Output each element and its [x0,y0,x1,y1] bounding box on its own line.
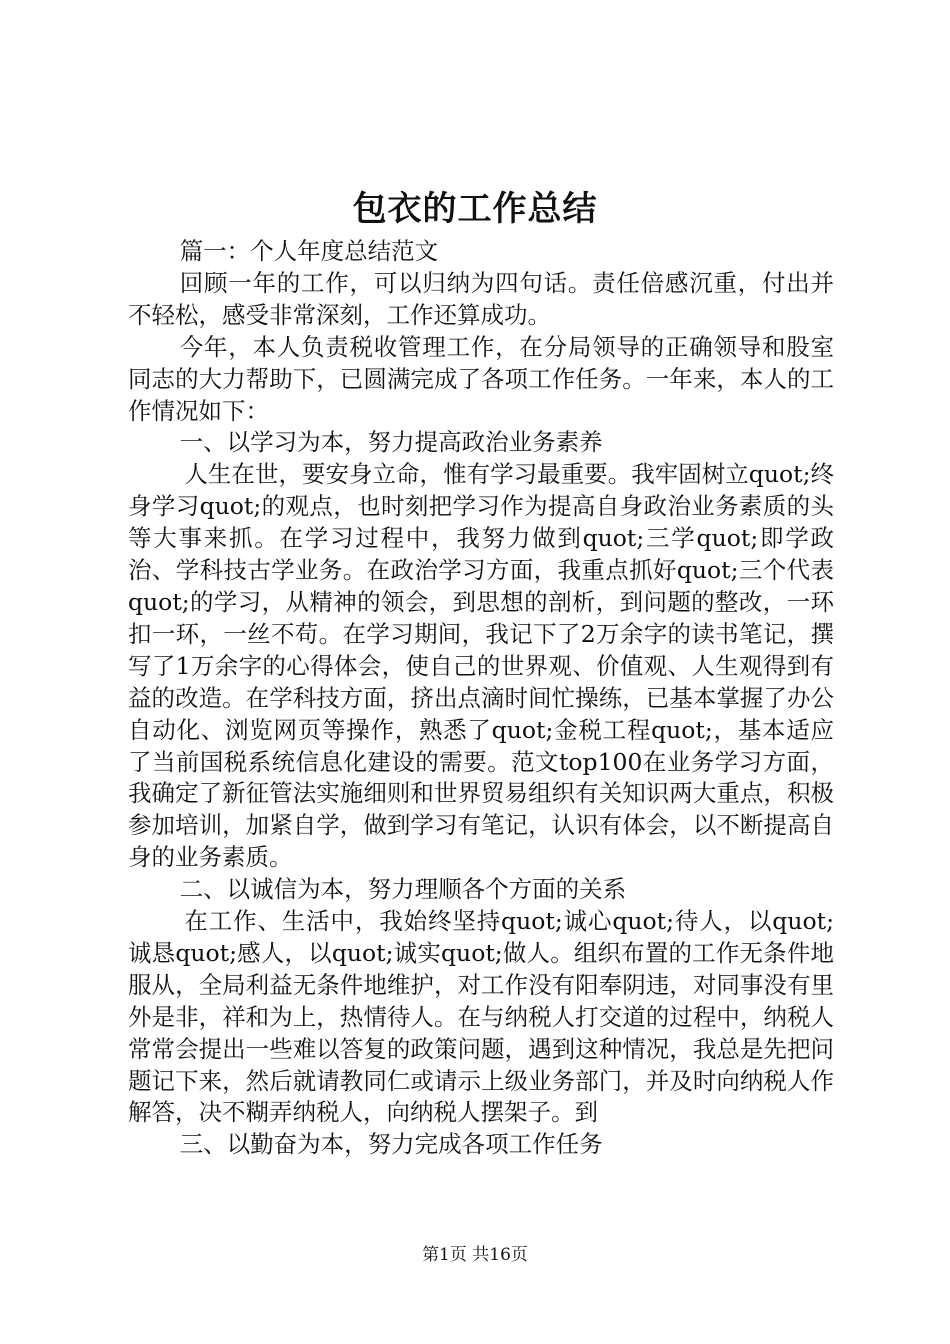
document-body [128,236,834,1161]
document-title: 包衣的工作总结 [352,189,598,229]
section-heading-part-one: 篇一：个人年度总结范文 [179,237,439,265]
paragraph-integrity: 在工作、生活中，我始终坚持quot;诚心quot;待人，以quot;诚恳quot;感人，以quot;诚实quot;做人。组织布置的工作无条件地服从，全局利益无条件地维护，对工作没有阳奉阴违，对同事没有里外是非，祥和为上，热情待人。在与纳税人打交道的过程中，纳税人常常会提出一些难以答复的政策问题，遇到这种情况，我总是先把问题记下来，然后就请教同仁或请示上级业务部门，并及时向纳税人作解答，决不糊弄纳税人，向纳税人摆架子。到 [128,907,834,1127]
paragraph-intro: 今年，本人负责税收管理工作，在分局领导的正确领导和股室同志的大力帮助下，已圆满完成了各项工作任务。一年来，本人的工作情况如下： [128,332,834,425]
page-footer: 第1页 共16页 [422,1245,528,1265]
paragraph-study: 人生在世，要安身立命，惟有学习最重要。我牢固树立quot;终身学习quot;的观点，也时刻把学习作为提高自身政治业务素质的头等大事来抓。在学习过程中，我努力做到quot;三学quot;即学政治、学科技古学业务。在政治学习方面，我重点抓好quot;三个代表quot;的学习，从精神的领会，到思想的剖析，到问题的整改，一环扣一环，一丝不苟。在学习期间，我记下了2万余字的读书笔记，撰写了1万余字的心得体会，使自己的世界观、价值观、人生观得到有益的改造。在学科技方面，挤出点滴时间忙操练，已基本掌握了办公自动化、浏览网页等操作，熟悉了quot;金税工程quot;，基本适应了当前国税系统信息化建设的需要。范文top100在业务学习方面，我确定了新征管法实施细则和世界贸易组织有关知识两大重点，积极参加培训，加紧自学，做到学习有笔记，认识有体会，以不断提高自身的业务素质。 [128,460,834,872]
section-heading-diligence: 三、以勤奋为本，努力完成各项工作任务 [179,1130,603,1159]
section-heading-study: 一、以学习为本，努力提高政治业务素养 [179,428,603,457]
paragraph-summary: 回顾一年的工作，可以归纳为四句话。责任倍感沉重，付出并不轻松，感受非常深刻，工作还算成功。 [128,268,834,329]
section-heading-integrity: 二、以诚信为本，努力理顺各个方面的关系 [179,875,627,904]
